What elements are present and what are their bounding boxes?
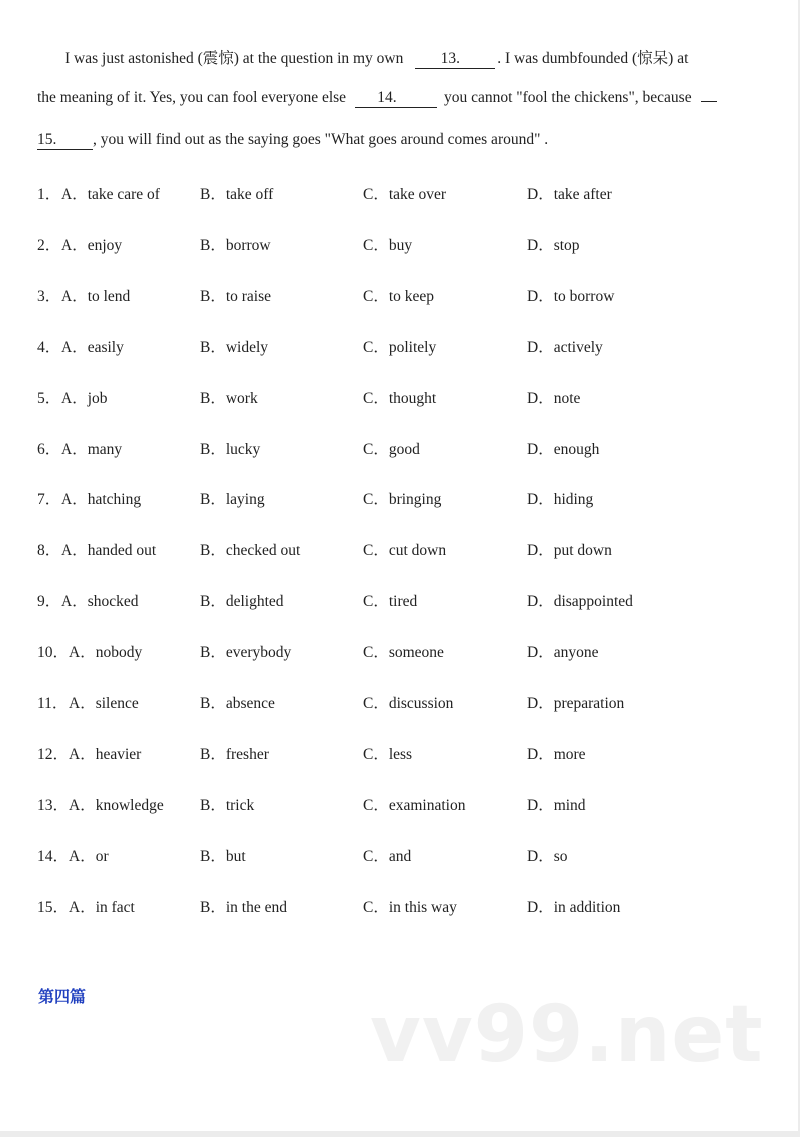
question-number: 1． — [37, 186, 61, 203]
question-number: 14． — [37, 847, 69, 865]
option-b[interactable]: B．trick — [200, 796, 255, 814]
question-number: 15． — [37, 898, 69, 916]
option-d[interactable]: D．stop — [527, 236, 580, 254]
option-c[interactable]: C．less — [363, 745, 413, 763]
option-d[interactable]: D．so — [527, 847, 568, 865]
question-number: 10． — [37, 644, 69, 662]
option-b[interactable]: B．to raise — [200, 287, 272, 305]
question-row — [0, 284, 798, 306]
option-a[interactable]: A．take care of — [61, 186, 160, 203]
question-row — [0, 691, 798, 713]
option-a[interactable]: A．or — [69, 847, 109, 865]
question-number: 13． — [37, 796, 69, 814]
option-a[interactable]: A．many — [61, 440, 123, 458]
option-d[interactable]: D．put down — [527, 542, 612, 560]
option-c[interactable]: C．take over — [363, 186, 447, 203]
watermark: vv99.net — [370, 990, 764, 1080]
option-d[interactable]: D．hiding — [527, 491, 594, 509]
option-c[interactable]: C．examination — [363, 796, 466, 814]
option-b[interactable]: B．take off — [200, 186, 274, 203]
option-b[interactable]: B．checked out — [200, 542, 301, 560]
question-number: 4． — [37, 338, 61, 356]
option-c[interactable]: C．in this way — [363, 898, 457, 916]
option-d[interactable]: D．to borrow — [527, 287, 615, 305]
option-d[interactable]: D．take after — [527, 186, 612, 203]
option-c[interactable]: C．to keep — [363, 287, 435, 305]
question-row — [0, 742, 798, 764]
passage-text: , you will find out as the saying goes "What goes around comes around" . — [93, 131, 549, 148]
passage-text: I was just astonished (震惊) at the question in my own — [65, 50, 404, 67]
option-c[interactable]: C．discussion — [363, 695, 454, 712]
option-b[interactable]: B．fresher — [200, 745, 269, 763]
passage-text: . I was dumbfounded (惊呆) at — [497, 50, 689, 67]
question-number: 3． — [37, 287, 61, 305]
option-a[interactable]: A．hatching — [61, 491, 142, 509]
option-c[interactable]: C．politely — [363, 338, 437, 356]
question-number: 9． — [37, 593, 61, 611]
answer-blank-15: 15. — [37, 131, 93, 150]
option-b[interactable]: B．delighted — [200, 593, 284, 611]
option-c[interactable]: C．thought — [363, 389, 437, 407]
option-c[interactable]: C．buy — [363, 236, 413, 254]
option-b[interactable]: B．absence — [200, 695, 275, 712]
question-row — [0, 538, 798, 560]
option-c[interactable]: C．cut down — [363, 542, 447, 560]
option-c[interactable]: C．and — [363, 847, 412, 865]
trailing-blank — [701, 101, 717, 102]
option-b[interactable]: B．borrow — [200, 236, 271, 254]
question-number: 7． — [37, 491, 61, 509]
option-a[interactable]: A．handed out — [61, 542, 157, 560]
option-d[interactable]: D．disappointed — [527, 593, 633, 611]
option-b[interactable]: B．everybody — [200, 644, 292, 662]
question-row — [0, 233, 798, 255]
option-d[interactable]: D．anyone — [527, 644, 599, 662]
question-number: 12． — [37, 745, 69, 763]
option-d[interactable]: D．in addition — [527, 898, 621, 916]
answer-blank-14: 14. — [355, 89, 437, 108]
option-c[interactable]: C．good — [363, 440, 420, 458]
option-c[interactable]: C．someone — [363, 644, 444, 662]
option-c[interactable]: C．tired — [363, 593, 418, 611]
option-b[interactable]: B．but — [200, 847, 246, 865]
option-a[interactable]: A．nobody — [69, 644, 143, 662]
option-b[interactable]: B．in the end — [200, 898, 287, 916]
passage-text: you cannot "fool the chickens", because — [443, 89, 692, 106]
option-a[interactable]: A．knowledge — [69, 796, 164, 814]
option-a[interactable]: A．enjoy — [61, 236, 123, 254]
question-row — [0, 844, 798, 866]
option-a[interactable]: A．in fact — [69, 898, 135, 916]
option-a[interactable]: A．to lend — [61, 287, 131, 305]
question-row — [0, 437, 798, 459]
option-d[interactable]: D．actively — [527, 338, 603, 356]
question-number: 11． — [37, 695, 68, 712]
option-b[interactable]: B．widely — [200, 338, 269, 356]
option-b[interactable]: B．laying — [200, 491, 265, 509]
question-row — [0, 793, 798, 815]
question-number: 8． — [37, 542, 61, 560]
question-number: 5． — [37, 389, 61, 407]
passage-line-3 — [37, 131, 548, 150]
passage-text: the meaning of it. Yes, you can fool everyone else — [37, 89, 347, 106]
option-a[interactable]: A．shocked — [61, 593, 139, 611]
question-number: 6． — [37, 440, 61, 458]
option-b[interactable]: B．work — [200, 389, 258, 407]
option-a[interactable]: A．job — [61, 389, 108, 407]
question-row — [0, 487, 798, 509]
passage-line-1 — [65, 46, 688, 69]
passage-line-2 — [37, 89, 717, 108]
option-d[interactable]: D．mind — [527, 796, 586, 814]
section-heading: 第四篇 — [38, 987, 87, 1006]
answer-blank-13: 13. — [415, 50, 495, 69]
option-c[interactable]: C．bringing — [363, 491, 442, 509]
option-a[interactable]: A．silence — [69, 695, 139, 712]
option-a[interactable]: A．easily — [61, 338, 124, 356]
option-a[interactable]: A．heavier — [69, 745, 142, 763]
question-row — [0, 335, 798, 357]
question-row — [0, 386, 798, 408]
question-row — [0, 589, 798, 611]
option-d[interactable]: D．more — [527, 745, 586, 763]
question-row — [0, 640, 798, 662]
option-d[interactable]: D．preparation — [527, 695, 625, 712]
question-number: 2． — [37, 236, 61, 254]
option-d[interactable]: D．note — [527, 389, 581, 407]
question-row — [0, 895, 798, 917]
option-b[interactable]: B．lucky — [200, 440, 261, 458]
option-d[interactable]: D．enough — [527, 440, 600, 458]
question-row — [0, 182, 798, 204]
